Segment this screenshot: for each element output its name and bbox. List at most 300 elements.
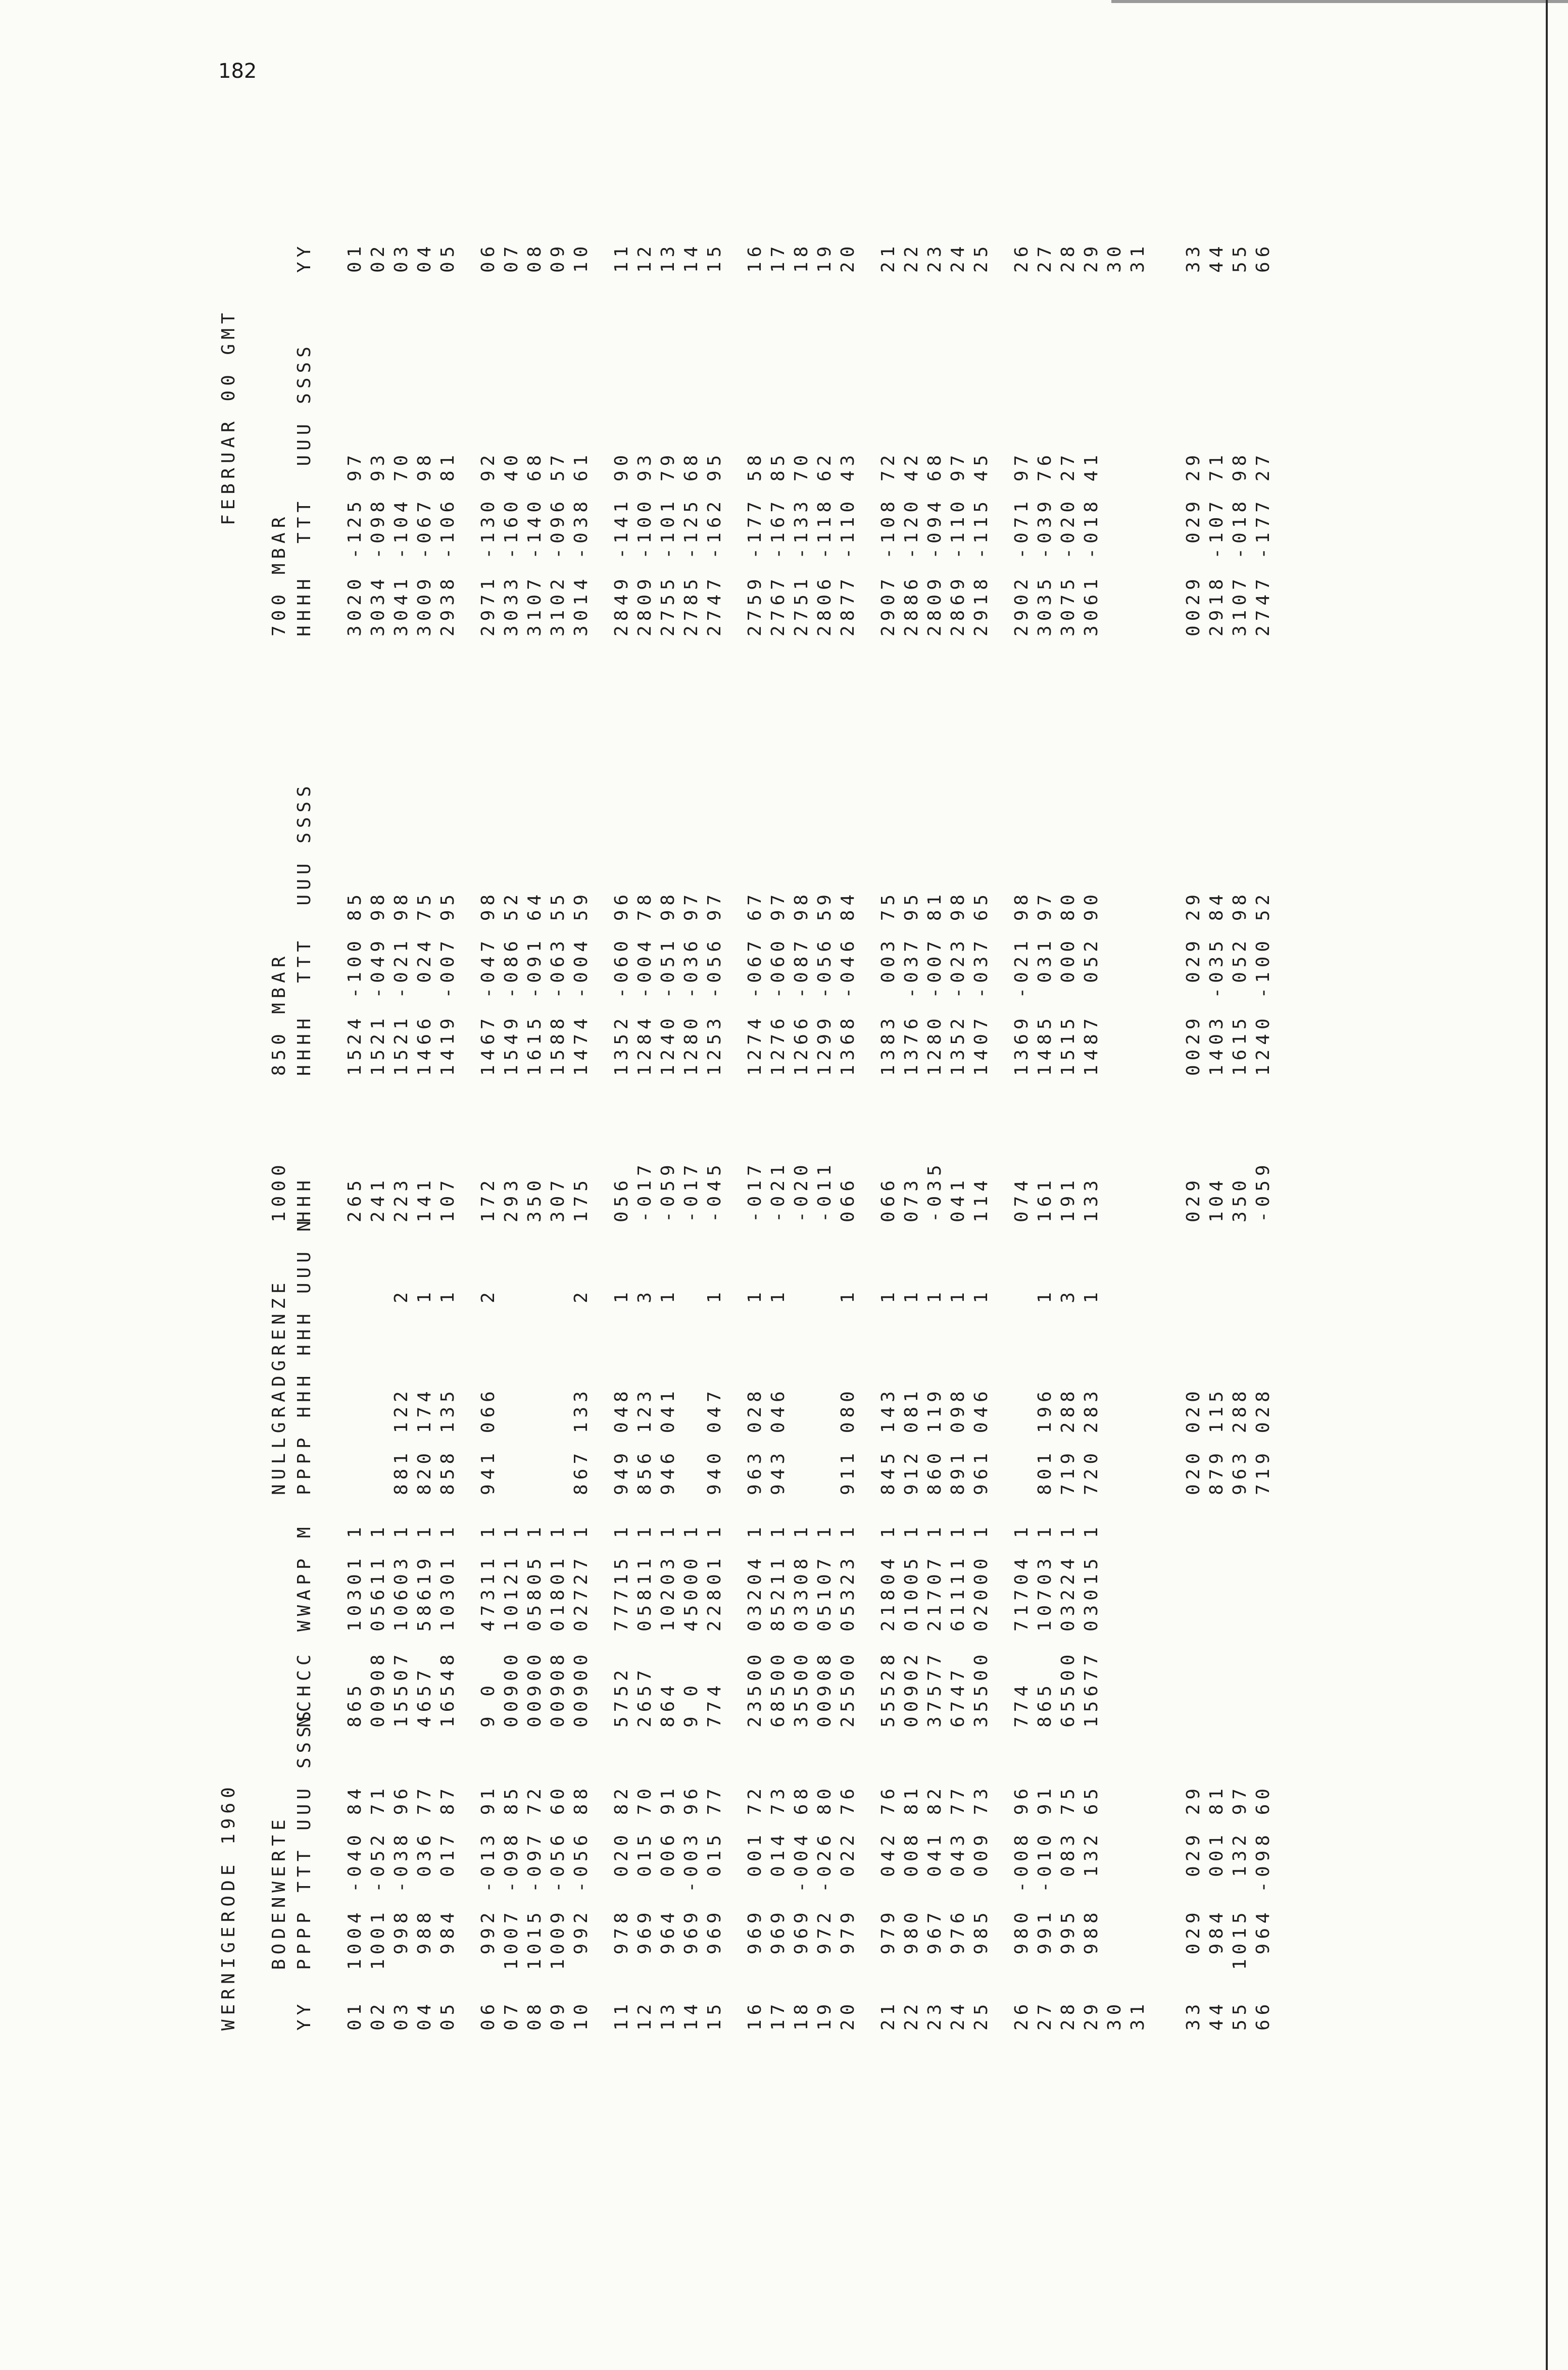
cell-ng: 860 119 bbox=[924, 1387, 945, 1495]
cell-yy: 14 bbox=[681, 1999, 702, 2031]
cell-sfc: 029 029 29 bbox=[1183, 1784, 1204, 1970]
cell-h1000: 161 bbox=[1035, 1175, 1055, 1222]
cell-nchcc: 4657 bbox=[414, 1665, 435, 1727]
col-850: HHHH TTT UUU SSSS bbox=[294, 781, 315, 1076]
cell-p850: 1615 -091 64 bbox=[524, 890, 545, 1076]
cell-h1000: 172 bbox=[478, 1175, 499, 1222]
cell-sfc: 969 015 77 bbox=[704, 1784, 725, 1970]
cell-p700: 2938 -106 81 bbox=[437, 450, 458, 636]
cell-wwapp: 77715 bbox=[611, 1554, 632, 1632]
col-700: HHHH TTT UUU SSSS bbox=[294, 342, 315, 636]
cell-n: 1 bbox=[901, 1288, 922, 1303]
cell-wwapp: 05107 bbox=[814, 1554, 835, 1632]
cell-sfc: 980 008 81 bbox=[901, 1784, 922, 1970]
cell-ng: 946 041 bbox=[658, 1387, 678, 1495]
cell-m: 1 bbox=[478, 1522, 499, 1538]
cell-n: 1 bbox=[704, 1288, 725, 1303]
cell-wwapp: 10301 bbox=[345, 1554, 365, 1632]
cell-p700: 3033 -160 40 bbox=[501, 450, 522, 636]
cell-yy2: 02 bbox=[368, 241, 388, 273]
cell-yy2: 15 bbox=[704, 241, 725, 273]
cell-p850: 1352 -023 98 bbox=[948, 890, 968, 1076]
cell-p700: 3020 -125 97 bbox=[345, 450, 365, 636]
cell-yy: 11 bbox=[611, 1999, 632, 2031]
cell-yy: 02 bbox=[368, 1999, 388, 2031]
cell-ng: 867 133 bbox=[571, 1387, 592, 1495]
cell-m: 1 bbox=[501, 1522, 522, 1538]
cell-p700: 2918 -115 45 bbox=[971, 450, 992, 636]
cell-nchcc: 2657 bbox=[634, 1665, 655, 1727]
cell-nchcc: 00908 bbox=[368, 1650, 388, 1727]
cell-p700: 3061 -018 41 bbox=[1081, 450, 1102, 636]
cell-sfc: 1004 -040 84 bbox=[345, 1784, 365, 1970]
cell-yy2: 25 bbox=[971, 241, 992, 273]
cell-m: 1 bbox=[524, 1522, 545, 1538]
cell-ng: 963 288 bbox=[1230, 1387, 1250, 1495]
cell-sfc: 964 -098 60 bbox=[1253, 1784, 1273, 1970]
cell-m: 1 bbox=[1058, 1522, 1079, 1538]
cell-m: 1 bbox=[437, 1522, 458, 1538]
cell-yy: 23 bbox=[924, 1999, 945, 2031]
cell-wwapp: 05323 bbox=[838, 1554, 858, 1632]
cell-p850: 1521 -049 98 bbox=[368, 890, 388, 1076]
cell-p850: 1299 -056 59 bbox=[814, 890, 835, 1076]
cell-yy: 05 bbox=[437, 1999, 458, 2031]
cell-sfc: 980 -008 96 bbox=[1011, 1784, 1032, 1970]
cell-wwapp: 10121 bbox=[501, 1554, 522, 1632]
cell-yy2: 04 bbox=[414, 241, 435, 273]
cell-yy: 17 bbox=[768, 1999, 789, 2031]
cell-n: 1 bbox=[611, 1288, 632, 1303]
cell-sfc: 992 -013 91 bbox=[478, 1784, 499, 1970]
cell-p850: 1474 -004 59 bbox=[571, 890, 592, 1076]
cell-yy2: 21 bbox=[878, 241, 899, 273]
cell-yy2: 29 bbox=[1081, 241, 1102, 273]
cell-sfc: 988 132 65 bbox=[1081, 1784, 1102, 1970]
cell-sfc: 967 041 82 bbox=[924, 1784, 945, 1970]
cell-nchcc: 00908 bbox=[814, 1650, 835, 1727]
cell-wwapp: 45000 bbox=[681, 1554, 702, 1632]
cell-m: 1 bbox=[634, 1522, 655, 1538]
cell-h1000: 307 bbox=[548, 1175, 568, 1222]
cell-m: 1 bbox=[368, 1522, 388, 1538]
cell-p850: 1369 -021 98 bbox=[1011, 890, 1032, 1076]
col-h1000: HHH bbox=[294, 1175, 315, 1222]
cell-yy2: 12 bbox=[634, 241, 655, 273]
cell-nchcc: 865 bbox=[345, 1681, 365, 1727]
cell-h1000: 066 bbox=[838, 1175, 858, 1222]
cell-yy2: 19 bbox=[814, 241, 835, 273]
col-yy: YY bbox=[294, 1999, 315, 2031]
cell-ng: 858 135 bbox=[437, 1387, 458, 1495]
cell-yy: 13 bbox=[658, 1999, 678, 2031]
cell-ng: 845 143 bbox=[878, 1387, 899, 1495]
cell-yy: 10 bbox=[571, 1999, 592, 2031]
cell-sfc: 972 -026 80 bbox=[814, 1784, 835, 1970]
cell-p850: 1549 -086 52 bbox=[501, 890, 522, 1076]
cell-h1000: 074 bbox=[1011, 1175, 1032, 1222]
cell-wwapp: 03224 bbox=[1058, 1554, 1079, 1632]
cell-wwapp: 03015 bbox=[1081, 1554, 1102, 1632]
cell-h1000: 041 bbox=[948, 1175, 968, 1222]
group-700: 700 MBAR bbox=[269, 512, 289, 636]
cell-m: 1 bbox=[814, 1522, 835, 1538]
cell-sfc: 969 -004 68 bbox=[791, 1784, 812, 1970]
cell-p700: 2918 -107 71 bbox=[1206, 450, 1227, 636]
cell-yy2: 30 bbox=[1104, 241, 1125, 273]
cell-wwapp: 03308 bbox=[791, 1554, 812, 1632]
cell-yy: 21 bbox=[878, 1999, 899, 2031]
cell-h1000: 350 bbox=[524, 1175, 545, 1222]
cell-p850: 1274 -067 67 bbox=[745, 890, 765, 1076]
cell-p850: 1276 -060 97 bbox=[768, 890, 789, 1076]
cell-yy2: 14 bbox=[681, 241, 702, 273]
cell-p700: 2886 -120 42 bbox=[901, 450, 922, 636]
cell-yy: 25 bbox=[971, 1999, 992, 2031]
cell-h1000: 029 bbox=[1183, 1175, 1204, 1222]
cell-yy: 03 bbox=[391, 1999, 412, 2031]
cell-h1000: -045 bbox=[704, 1160, 725, 1222]
cell-yy2: 05 bbox=[437, 241, 458, 273]
cell-h1000: 104 bbox=[1206, 1175, 1227, 1222]
cell-h1000: 141 bbox=[414, 1175, 435, 1222]
cell-nchcc: 23500 bbox=[745, 1650, 765, 1727]
cell-p700: 2809 -094 68 bbox=[924, 450, 945, 636]
cell-p700: 3107 -018 98 bbox=[1230, 450, 1250, 636]
cell-sfc: 969 -003 96 bbox=[681, 1784, 702, 1970]
cell-wwapp: 21707 bbox=[924, 1554, 945, 1632]
cell-yy: 24 bbox=[948, 1999, 968, 2031]
cell-wwapp: 10203 bbox=[658, 1554, 678, 1632]
cell-p850: 1280 -036 97 bbox=[681, 890, 702, 1076]
cell-h1000: -017 bbox=[681, 1160, 702, 1222]
cell-h1000: -017 bbox=[634, 1160, 655, 1222]
group-bodenwerte: BODENWERTE bbox=[269, 1815, 289, 1970]
cell-p850: 1403 -035 84 bbox=[1206, 890, 1227, 1076]
cell-yy: 16 bbox=[745, 1999, 765, 2031]
cell-ng: 719 028 bbox=[1253, 1387, 1273, 1495]
cell-yy: 66 bbox=[1253, 1999, 1273, 2031]
cell-p850: 1515 000 80 bbox=[1058, 890, 1079, 1076]
cell-sfc: 985 009 73 bbox=[971, 1784, 992, 1970]
cell-m: 1 bbox=[611, 1522, 632, 1538]
cell-yy2: 33 bbox=[1183, 241, 1204, 273]
cell-sfc: 976 043 77 bbox=[948, 1784, 968, 1970]
cell-p850: 1266 -087 98 bbox=[791, 890, 812, 1076]
cell-p700: 3107 -140 68 bbox=[524, 450, 545, 636]
cell-wwapp: 85211 bbox=[768, 1554, 789, 1632]
cell-n: 1 bbox=[878, 1288, 899, 1303]
cell-p700: 2759 -177 58 bbox=[745, 450, 765, 636]
cell-n: 1 bbox=[414, 1288, 435, 1303]
cell-m: 1 bbox=[768, 1522, 789, 1538]
cell-sfc: 992 -056 88 bbox=[571, 1784, 592, 1970]
cell-ng: 911 080 bbox=[838, 1387, 858, 1495]
cell-yy: 22 bbox=[901, 1999, 922, 2031]
group-850: 850 MBAR bbox=[269, 952, 289, 1076]
cell-nchcc: 00902 bbox=[901, 1650, 922, 1727]
rotated-data-table bbox=[218, 222, 1309, 2031]
cell-yy2: 27 bbox=[1035, 241, 1055, 273]
cell-yy: 06 bbox=[478, 1999, 499, 2031]
cell-p700: 2806 -118 62 bbox=[814, 450, 835, 636]
cell-n: 1 bbox=[768, 1288, 789, 1303]
cell-yy2: 06 bbox=[478, 241, 499, 273]
cell-h1000: 073 bbox=[901, 1175, 922, 1222]
cell-nchcc: 16548 bbox=[437, 1650, 458, 1727]
cell-yy2: 22 bbox=[901, 241, 922, 273]
col-m: M bbox=[294, 1522, 315, 1538]
cell-sfc: 984 001 81 bbox=[1206, 1784, 1227, 1970]
cell-n: 1 bbox=[1035, 1288, 1055, 1303]
cell-p700: 2785 -125 68 bbox=[681, 450, 702, 636]
col-yy-end: YY bbox=[294, 241, 315, 273]
cell-nchcc: 00900 bbox=[524, 1650, 545, 1727]
cell-yy2: 13 bbox=[658, 241, 678, 273]
cell-sfc: 1009 -056 60 bbox=[548, 1784, 568, 1970]
cell-p850: 1419 -007 95 bbox=[437, 890, 458, 1076]
cell-p850: 1487 052 90 bbox=[1081, 890, 1102, 1076]
cell-wwapp: 02727 bbox=[571, 1554, 592, 1632]
cell-yy2: 03 bbox=[391, 241, 412, 273]
cell-nchcc: 00900 bbox=[571, 1650, 592, 1727]
cell-yy2: 55 bbox=[1230, 241, 1250, 273]
cell-yy2: 31 bbox=[1128, 241, 1148, 273]
cell-n: 2 bbox=[391, 1288, 412, 1303]
cell-nchcc: 865 bbox=[1035, 1681, 1055, 1727]
cell-sfc: 1001 -052 71 bbox=[368, 1784, 388, 1970]
cell-p850: 1588 -063 55 bbox=[548, 890, 568, 1076]
cell-yy2: 44 bbox=[1206, 241, 1227, 273]
cell-yy: 28 bbox=[1058, 1999, 1079, 2031]
cell-m: 1 bbox=[838, 1522, 858, 1538]
cell-p700: 3035 -039 76 bbox=[1035, 450, 1055, 636]
cell-n: 1 bbox=[948, 1288, 968, 1303]
cell-n: 1 bbox=[971, 1288, 992, 1303]
cell-yy: 20 bbox=[838, 1999, 858, 2031]
cell-m: 1 bbox=[704, 1522, 725, 1538]
cell-p700: 2849 -141 90 bbox=[611, 450, 632, 636]
cell-m: 1 bbox=[971, 1522, 992, 1538]
page-number: 182 bbox=[218, 60, 257, 83]
cell-yy: 44 bbox=[1206, 1999, 1227, 2031]
cell-yy2: 18 bbox=[791, 241, 812, 273]
cell-m: 1 bbox=[901, 1522, 922, 1538]
cell-p850: 1521 -021 98 bbox=[391, 890, 412, 1076]
cell-p700: 2751 -133 70 bbox=[791, 450, 812, 636]
cell-m: 1 bbox=[414, 1522, 435, 1538]
cell-yy2: 16 bbox=[745, 241, 765, 273]
cell-wwapp: 03204 bbox=[745, 1554, 765, 1632]
cell-h1000: -059 bbox=[658, 1160, 678, 1222]
cell-wwapp: 05611 bbox=[368, 1554, 388, 1632]
cell-m: 1 bbox=[791, 1522, 812, 1538]
cell-p700: 3014 -038 61 bbox=[571, 450, 592, 636]
cell-p850: 1368 -046 84 bbox=[838, 890, 858, 1076]
cell-yy: 30 bbox=[1104, 1999, 1125, 2031]
cell-ng: 912 081 bbox=[901, 1387, 922, 1495]
cell-ng: 719 288 bbox=[1058, 1387, 1079, 1495]
cell-yy: 07 bbox=[501, 1999, 522, 2031]
cell-yy: 09 bbox=[548, 1999, 568, 2031]
cell-m: 1 bbox=[571, 1522, 592, 1538]
cell-m: 1 bbox=[681, 1522, 702, 1538]
station-title: WERNIGERODE 1960 bbox=[218, 1783, 239, 2031]
cell-h1000: 133 bbox=[1081, 1175, 1102, 1222]
cell-yy2: 08 bbox=[524, 241, 545, 273]
cell-ng: 801 196 bbox=[1035, 1387, 1055, 1495]
cell-sfc: 991 -010 91 bbox=[1035, 1784, 1055, 1970]
cell-ng: 856 123 bbox=[634, 1387, 655, 1495]
cell-n: 1 bbox=[745, 1288, 765, 1303]
cell-yy: 33 bbox=[1183, 1999, 1204, 2031]
cell-p700: 2809 -100 93 bbox=[634, 450, 655, 636]
cell-n: 1 bbox=[437, 1288, 458, 1303]
cell-wwapp: 58619 bbox=[414, 1554, 435, 1632]
cell-sfc: 988 036 77 bbox=[414, 1784, 435, 1970]
cell-wwapp: 02000 bbox=[971, 1554, 992, 1632]
cell-wwapp: 47311 bbox=[478, 1554, 499, 1632]
cell-h1000: -017 bbox=[745, 1160, 765, 1222]
cell-nchcc: 00908 bbox=[548, 1650, 568, 1727]
cell-n: 1 bbox=[838, 1288, 858, 1303]
cell-m: 1 bbox=[391, 1522, 412, 1538]
cell-p700: 2747 -177 27 bbox=[1253, 450, 1273, 636]
cell-p850: 1383 003 75 bbox=[878, 890, 899, 1076]
cell-h1000: 107 bbox=[437, 1175, 458, 1222]
cell-nchcc: 68500 bbox=[768, 1650, 789, 1727]
cell-yy2: 11 bbox=[611, 241, 632, 273]
cell-h1000: -020 bbox=[791, 1160, 812, 1222]
cell-wwapp: 22801 bbox=[704, 1554, 725, 1632]
cell-nchcc: 35500 bbox=[971, 1650, 992, 1727]
cell-yy2: 28 bbox=[1058, 241, 1079, 273]
cell-p700: 2907 -108 72 bbox=[878, 450, 899, 636]
cell-nchcc: 5752 bbox=[611, 1665, 632, 1727]
cell-m: 1 bbox=[878, 1522, 899, 1538]
cell-p850: 1284 -004 78 bbox=[634, 890, 655, 1076]
cell-m: 1 bbox=[948, 1522, 968, 1538]
cell-sfc: 984 017 87 bbox=[437, 1784, 458, 1970]
cell-ng: 963 028 bbox=[745, 1387, 765, 1495]
cell-yy: 12 bbox=[634, 1999, 655, 2031]
cell-wwapp: 05811 bbox=[634, 1554, 655, 1632]
cell-p700: 3034 -098 93 bbox=[368, 450, 388, 636]
cell-nchcc: 35500 bbox=[791, 1650, 812, 1727]
cell-h1000: -011 bbox=[814, 1160, 835, 1222]
cell-p850: 1615 052 98 bbox=[1230, 890, 1250, 1076]
cell-ng: 940 047 bbox=[704, 1387, 725, 1495]
cell-h1000: -035 bbox=[924, 1160, 945, 1222]
cell-nchcc: 65500 bbox=[1058, 1650, 1079, 1727]
cell-h1000: 114 bbox=[971, 1175, 992, 1222]
cell-sfc: 998 -038 96 bbox=[391, 1784, 412, 1970]
cell-yy2: 10 bbox=[571, 241, 592, 273]
cell-p850: 1253 -056 97 bbox=[704, 890, 725, 1076]
col-nullgrad: PPPP HHH HHH UUU N bbox=[294, 1216, 315, 1495]
cell-p850: 1407 -037 65 bbox=[971, 890, 992, 1076]
cell-p700: 3041 -104 70 bbox=[391, 450, 412, 636]
cell-p700: 3075 -020 27 bbox=[1058, 450, 1079, 636]
cell-m: 1 bbox=[1081, 1522, 1102, 1538]
cell-ng: 961 046 bbox=[971, 1387, 992, 1495]
cell-ng: 891 098 bbox=[948, 1387, 968, 1495]
cell-yy2: 23 bbox=[924, 241, 945, 273]
scan-edge-right bbox=[1546, 0, 1548, 2370]
cell-p850: 1352 -060 96 bbox=[611, 890, 632, 1076]
cell-sfc: 979 022 76 bbox=[838, 1784, 858, 1970]
cell-sfc: 978 020 82 bbox=[611, 1784, 632, 1970]
cell-wwapp: 10301 bbox=[437, 1554, 458, 1632]
cell-ng: 879 115 bbox=[1206, 1387, 1227, 1495]
group-1000: 1000 bbox=[269, 1160, 289, 1222]
cell-h1000: -021 bbox=[768, 1160, 789, 1222]
cell-h1000: -059 bbox=[1253, 1160, 1273, 1222]
cell-yy: 08 bbox=[524, 1999, 545, 2031]
cell-sfc: 995 083 75 bbox=[1058, 1784, 1079, 1970]
cell-p700: 2902 -071 97 bbox=[1011, 450, 1032, 636]
col-nchcc: NCHCC bbox=[294, 1650, 315, 1727]
cell-n: 2 bbox=[571, 1288, 592, 1303]
cell-h1000: 175 bbox=[571, 1175, 592, 1222]
cell-wwapp: 21804 bbox=[878, 1554, 899, 1632]
cell-h1000: 066 bbox=[878, 1175, 899, 1222]
cell-yy2: 17 bbox=[768, 241, 789, 273]
cell-nchcc: 9 0 bbox=[478, 1681, 499, 1727]
cell-p700: 2877 -110 43 bbox=[838, 450, 858, 636]
cell-yy: 19 bbox=[814, 1999, 835, 2031]
cell-n: 1 bbox=[1081, 1288, 1102, 1303]
cell-p850: 1466 024 75 bbox=[414, 890, 435, 1076]
cell-p700: 2971 -130 92 bbox=[478, 450, 499, 636]
cell-nchcc: 15677 bbox=[1081, 1650, 1102, 1727]
cell-wwapp: 01005 bbox=[901, 1554, 922, 1632]
cell-sfc: 1015 132 97 bbox=[1230, 1784, 1250, 1970]
cell-nchcc: 864 bbox=[658, 1681, 678, 1727]
cell-h1000: 056 bbox=[611, 1175, 632, 1222]
cell-yy: 26 bbox=[1011, 1999, 1032, 2031]
cell-p700: 3009 -067 98 bbox=[414, 450, 435, 636]
cell-nchcc: 9 0 bbox=[681, 1681, 702, 1727]
cell-p700: 2755 -101 79 bbox=[658, 450, 678, 636]
cell-p850: 1240 -051 98 bbox=[658, 890, 678, 1076]
cell-h1000: 293 bbox=[501, 1175, 522, 1222]
cell-yy: 27 bbox=[1035, 1999, 1055, 2031]
cell-p700: 0029 029 29 bbox=[1183, 450, 1204, 636]
group-nullgrad: NULLGRADGRENZE bbox=[269, 1278, 289, 1495]
cell-n: 3 bbox=[634, 1288, 655, 1303]
cell-p850: 1467 -047 98 bbox=[478, 890, 499, 1076]
cell-p850: 1240 -100 52 bbox=[1253, 890, 1273, 1076]
cell-nchcc: 774 bbox=[704, 1681, 725, 1727]
cell-sfc: 969 015 70 bbox=[634, 1784, 655, 1970]
cell-p850: 1524 -100 85 bbox=[345, 890, 365, 1076]
cell-h1000: 241 bbox=[368, 1175, 388, 1222]
cell-yy: 01 bbox=[345, 1999, 365, 2031]
cell-yy2: 66 bbox=[1253, 241, 1273, 273]
cell-p700: 3102 -096 57 bbox=[548, 450, 568, 636]
cell-wwapp: 61111 bbox=[948, 1554, 968, 1632]
cell-n: 1 bbox=[658, 1288, 678, 1303]
cell-m: 1 bbox=[1011, 1522, 1032, 1538]
cell-nchcc: 25500 bbox=[838, 1650, 858, 1727]
cell-ng: 720 283 bbox=[1081, 1387, 1102, 1495]
cell-wwapp: 71704 bbox=[1011, 1554, 1032, 1632]
cell-ng: 949 048 bbox=[611, 1387, 632, 1495]
cell-yy2: 24 bbox=[948, 241, 968, 273]
cell-yy2: 07 bbox=[501, 241, 522, 273]
cell-h1000: 350 bbox=[1230, 1175, 1250, 1222]
